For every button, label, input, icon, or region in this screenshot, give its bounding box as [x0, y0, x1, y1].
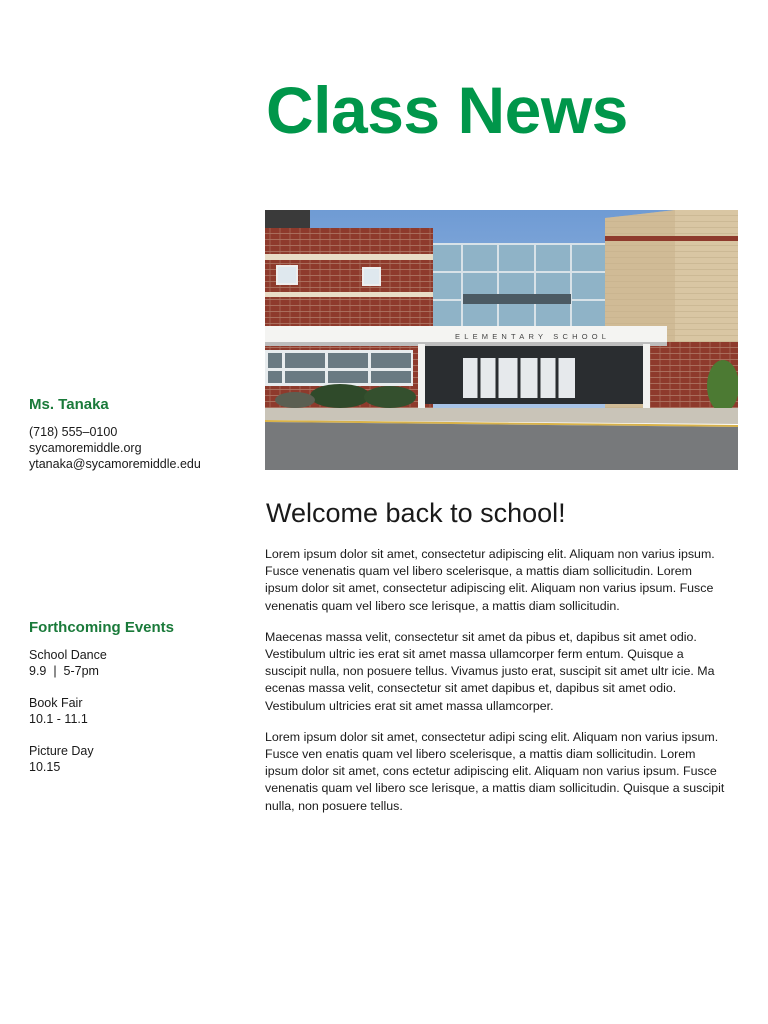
phone-number: (718) 555–0100 — [29, 425, 118, 439]
school-building-photo — [265, 210, 738, 470]
event-item — [29, 695, 229, 727]
events-heading: Forthcoming Events — [29, 619, 175, 636]
article-paragraph: Lorem ipsum dolor sit amet, consectetur adipiscing elit. Aliquam non varius ipsum. Fusce venenatis quam vel libero scelerisque, a mattis diam sollicitudin. Lorem ipsum dolor sit amet, consectetur adipiscing elit. Aliquam non varius ipsum. Fusce venenatis quam vel libero sce lerisque, a mattis diam sollicitudin. — [265, 547, 715, 613]
email-link[interactable]: ytanaka@sycamoremiddle.edu — [29, 457, 201, 471]
article-headline: Welcome back to school! — [266, 498, 566, 528]
article-paragraph: Lorem ipsum dolor sit amet, consectetur adipi scing elit. Aliquam non varius ipsum. Fusce ven enatis quam vel libero scelerisque, a mattis diam sollicitudin. Lorem ipsum dolor sit amet, cons ectetur adipiscing elit. Aliquam non varius ipsum. Fusce venenatis quam vel libero sce lerisque, a mattis diam sollicitudin. Quisque a suscipit nulla, non posuere tellus. — [265, 729, 725, 813]
event-date: 10.1 - 11.1 — [29, 712, 88, 726]
event-name: Book Fair — [29, 696, 83, 710]
photo-sign-text: ELEMENTARY SCHOOL — [455, 332, 611, 341]
event-date: 10.15 — [29, 760, 61, 774]
events-list — [29, 618, 229, 791]
event-item — [29, 647, 229, 679]
contact-info — [29, 395, 229, 472]
teacher-name: Ms. Tanaka — [29, 396, 109, 413]
article-body — [265, 546, 727, 829]
event-name: School Dance — [29, 648, 107, 662]
page-title: Class News — [266, 73, 628, 147]
event-item — [29, 743, 229, 775]
website-link[interactable]: sycamoremiddle.org — [29, 441, 142, 455]
event-name: Picture Day — [29, 744, 94, 758]
article-paragraph: Maecenas massa velit, consectetur sit amet da pibus et, dapibus sit amet odio. Vestibulum ultric ies erat sit amet massa ullamcorper ferm entum. Quisque a suscipit nulla, non posuere tellus. Vivamus justo erat, suscipit sit amet ultr icie. Ma ecenas massa velit, consectetur sit amet dapibus et, dapibus sit amet odio. Vestibulum ultricies erat sit amet massa ullamcorper. — [265, 629, 715, 713]
event-date: 9.9 | 5-7pm — [29, 664, 99, 678]
